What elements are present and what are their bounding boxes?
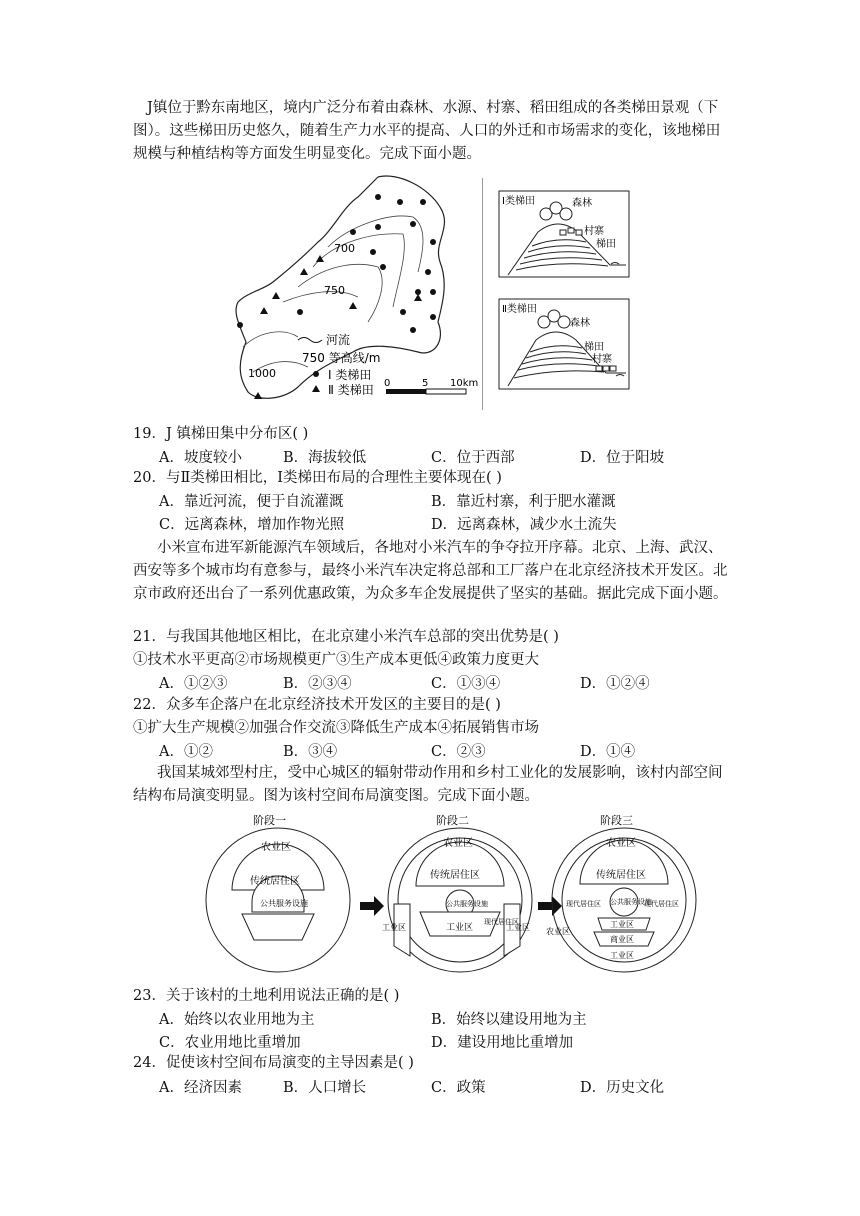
q24-option-a[interactable]: A．经济因素 bbox=[159, 1080, 242, 1096]
panel2-title: Ⅱ类梯田 bbox=[502, 304, 537, 315]
arrow-1 bbox=[360, 896, 384, 916]
panel1-title: Ⅰ类梯田 bbox=[502, 196, 535, 207]
q22-option-a[interactable]: A．①② bbox=[159, 744, 213, 760]
q23-option-c[interactable]: C．农业用地比重增加 bbox=[159, 1035, 301, 1051]
scale-10: 10km bbox=[450, 378, 479, 389]
q21-option-c[interactable]: C．①③④ bbox=[431, 676, 501, 692]
q22-option-d[interactable]: D．①④ bbox=[580, 744, 636, 760]
figure-divider bbox=[482, 178, 483, 410]
stage3-ind: 工业区 bbox=[610, 920, 634, 929]
q19-option-b[interactable]: B．海拔较低 bbox=[283, 450, 367, 466]
q19-option-c[interactable]: C．位于西部 bbox=[431, 450, 515, 466]
stage3-modern-left: 现代居住区 bbox=[566, 900, 601, 908]
scale-5: 5 bbox=[422, 378, 429, 389]
panel2-terrace: 梯田 bbox=[584, 342, 604, 353]
stage3-pub: 公共服务设施 bbox=[610, 898, 652, 906]
stage3-ind-outer: 工业区 bbox=[610, 951, 634, 960]
q22-option-b[interactable]: B．③④ bbox=[283, 744, 338, 760]
q23-option-d[interactable]: D．建设用地比重增加 bbox=[431, 1035, 574, 1051]
passage-1: J镇位于黔东南地区，境内广泛分布着由森林、水源、村寨、稻田组成的各类梯田景观（下图）。这些梯田历史悠久，随着生产力水平的提高、人口的外迁和市场需求的变化，该地梯田规模与种植结构等方面发生明显变化。完成下面小题。 bbox=[133, 100, 721, 162]
stage2-pub: 公共服务设施 bbox=[446, 900, 488, 908]
stage3-agri-left: 农业区 bbox=[546, 927, 570, 936]
stage3-com: 商业区 bbox=[610, 935, 634, 944]
stage1-title: 阶段一 bbox=[253, 814, 286, 827]
contour-label-700: 700 bbox=[334, 242, 355, 255]
q20-option-d[interactable]: D．远离森林，减少水土流失 bbox=[431, 517, 617, 533]
stage2-modern: 现代居住区 bbox=[484, 918, 519, 926]
q20-option-b[interactable]: B．靠近村寨，利于肥水灌溉 bbox=[431, 494, 616, 510]
q22-items: ①扩大生产规模②加强合作交流③降低生产成本④拓展销售市场 bbox=[133, 720, 539, 736]
q19-stem: 19．J 镇梯田集中分布区( ) bbox=[133, 426, 309, 442]
passage-3: 我国某城郊型村庄，受中心城区的辐射带动作用和乡村工业化的发展影响，该村内部空间结构布局演变明显。图为该村空间布局演变图。完成下面小题。 bbox=[133, 765, 723, 804]
q24-stem: 24．促使该村空间布局演变的主导因素是( ) bbox=[133, 1055, 414, 1071]
passage-2: 小米宣布进军新能源汽车领域后，各地对小米汽车的争夺拉开序幕。北京、上海、武汉、西安等多个城市均有意参与，最终小米汽车决定将总部和工厂落户在北京经济技术开发区。北京市政府还出台了一系列优惠政策，为众多车企发展提供了坚实的基础。据此完成下面小题。 bbox=[133, 540, 728, 602]
q19-option-a[interactable]: A．坡度较小 bbox=[159, 450, 242, 466]
panel1-village: 村寨 bbox=[584, 226, 604, 237]
stage1-agri: 农业区 bbox=[261, 842, 291, 853]
legend-river: 河流 bbox=[326, 333, 351, 347]
q21-items: ①技术水平更高②市场规模更广③生产成本更低④政策力度更大 bbox=[133, 652, 539, 668]
village-evolution-diagram bbox=[198, 806, 679, 976]
q23-stem: 23．关于该村的土地利用说法正确的是( ) bbox=[133, 988, 400, 1004]
contour-label-750: 750 bbox=[324, 284, 345, 297]
q19-option-d[interactable]: D．位于阳坡 bbox=[580, 450, 665, 466]
stage2-title: 阶段二 bbox=[436, 814, 469, 827]
stage2-ind: 工业区 bbox=[446, 923, 474, 933]
stage3-title: 阶段三 bbox=[600, 814, 633, 827]
q24-option-c[interactable]: C．政策 bbox=[431, 1080, 486, 1096]
stage2-ind-right: 工业区 bbox=[506, 923, 530, 932]
stage2-ind-left: 工业区 bbox=[382, 923, 406, 932]
q21-stem: 21．与我国其他地区相比，在北京建小米汽车总部的突出优势是( ) bbox=[133, 629, 559, 645]
stage1-res: 传统居住区 bbox=[250, 876, 300, 887]
q20-option-c[interactable]: C．远离森林，增加作物光照 bbox=[159, 517, 345, 533]
q23-option-a[interactable]: A．始终以农业用地为主 bbox=[159, 1012, 315, 1028]
legend-contour: 750 等高线/m bbox=[302, 351, 381, 365]
q21-option-b[interactable]: B．②③④ bbox=[283, 676, 352, 692]
q21-option-a[interactable]: A．①②③ bbox=[159, 676, 228, 692]
scale-0: 0 bbox=[384, 378, 391, 389]
q22-stem: 22．众多车企落户在北京经济技术开发区的主要目的是( ) bbox=[133, 697, 501, 713]
contour-label-1000: 1000 bbox=[248, 367, 276, 380]
q24-option-d[interactable]: D．历史文化 bbox=[580, 1080, 665, 1096]
terrace-type2-panel bbox=[498, 298, 630, 390]
stage3-res: 传统居住区 bbox=[596, 870, 646, 881]
stage3-modern-right: 现代居住区 bbox=[644, 900, 679, 908]
stage3-agri: 农业区 bbox=[606, 838, 636, 849]
legend-type1: Ⅰ 类梯田 bbox=[328, 368, 372, 382]
q24-option-b[interactable]: B．人口增长 bbox=[283, 1080, 367, 1096]
stage1-pub: 公共服务设施 bbox=[260, 899, 308, 908]
panel1-terrace: 梯田 bbox=[596, 239, 616, 250]
stage2-res: 传统居住区 bbox=[430, 870, 480, 881]
legend-type2: Ⅱ 类梯田 bbox=[328, 383, 374, 397]
panel2-village: 村寨 bbox=[592, 354, 612, 365]
q20-stem: 20．与Ⅱ类梯田相比，Ⅰ类梯田布局的合理性主要体现在( ) bbox=[133, 470, 502, 486]
terrace-type1-panel bbox=[498, 190, 630, 278]
q22-option-c[interactable]: C．②③ bbox=[431, 744, 486, 760]
arrow-2 bbox=[538, 896, 562, 916]
q23-option-b[interactable]: B．始终以建设用地为主 bbox=[431, 1012, 587, 1028]
terrace-map-figure bbox=[228, 172, 480, 408]
stage2-agri: 农业区 bbox=[443, 838, 473, 849]
panel1-forest: 森林 bbox=[572, 198, 592, 209]
panel2-forest: 森林 bbox=[570, 318, 590, 329]
q20-option-a[interactable]: A．靠近河流，便于自流灌溉 bbox=[159, 494, 344, 510]
q21-option-d[interactable]: D．①②④ bbox=[580, 676, 650, 692]
